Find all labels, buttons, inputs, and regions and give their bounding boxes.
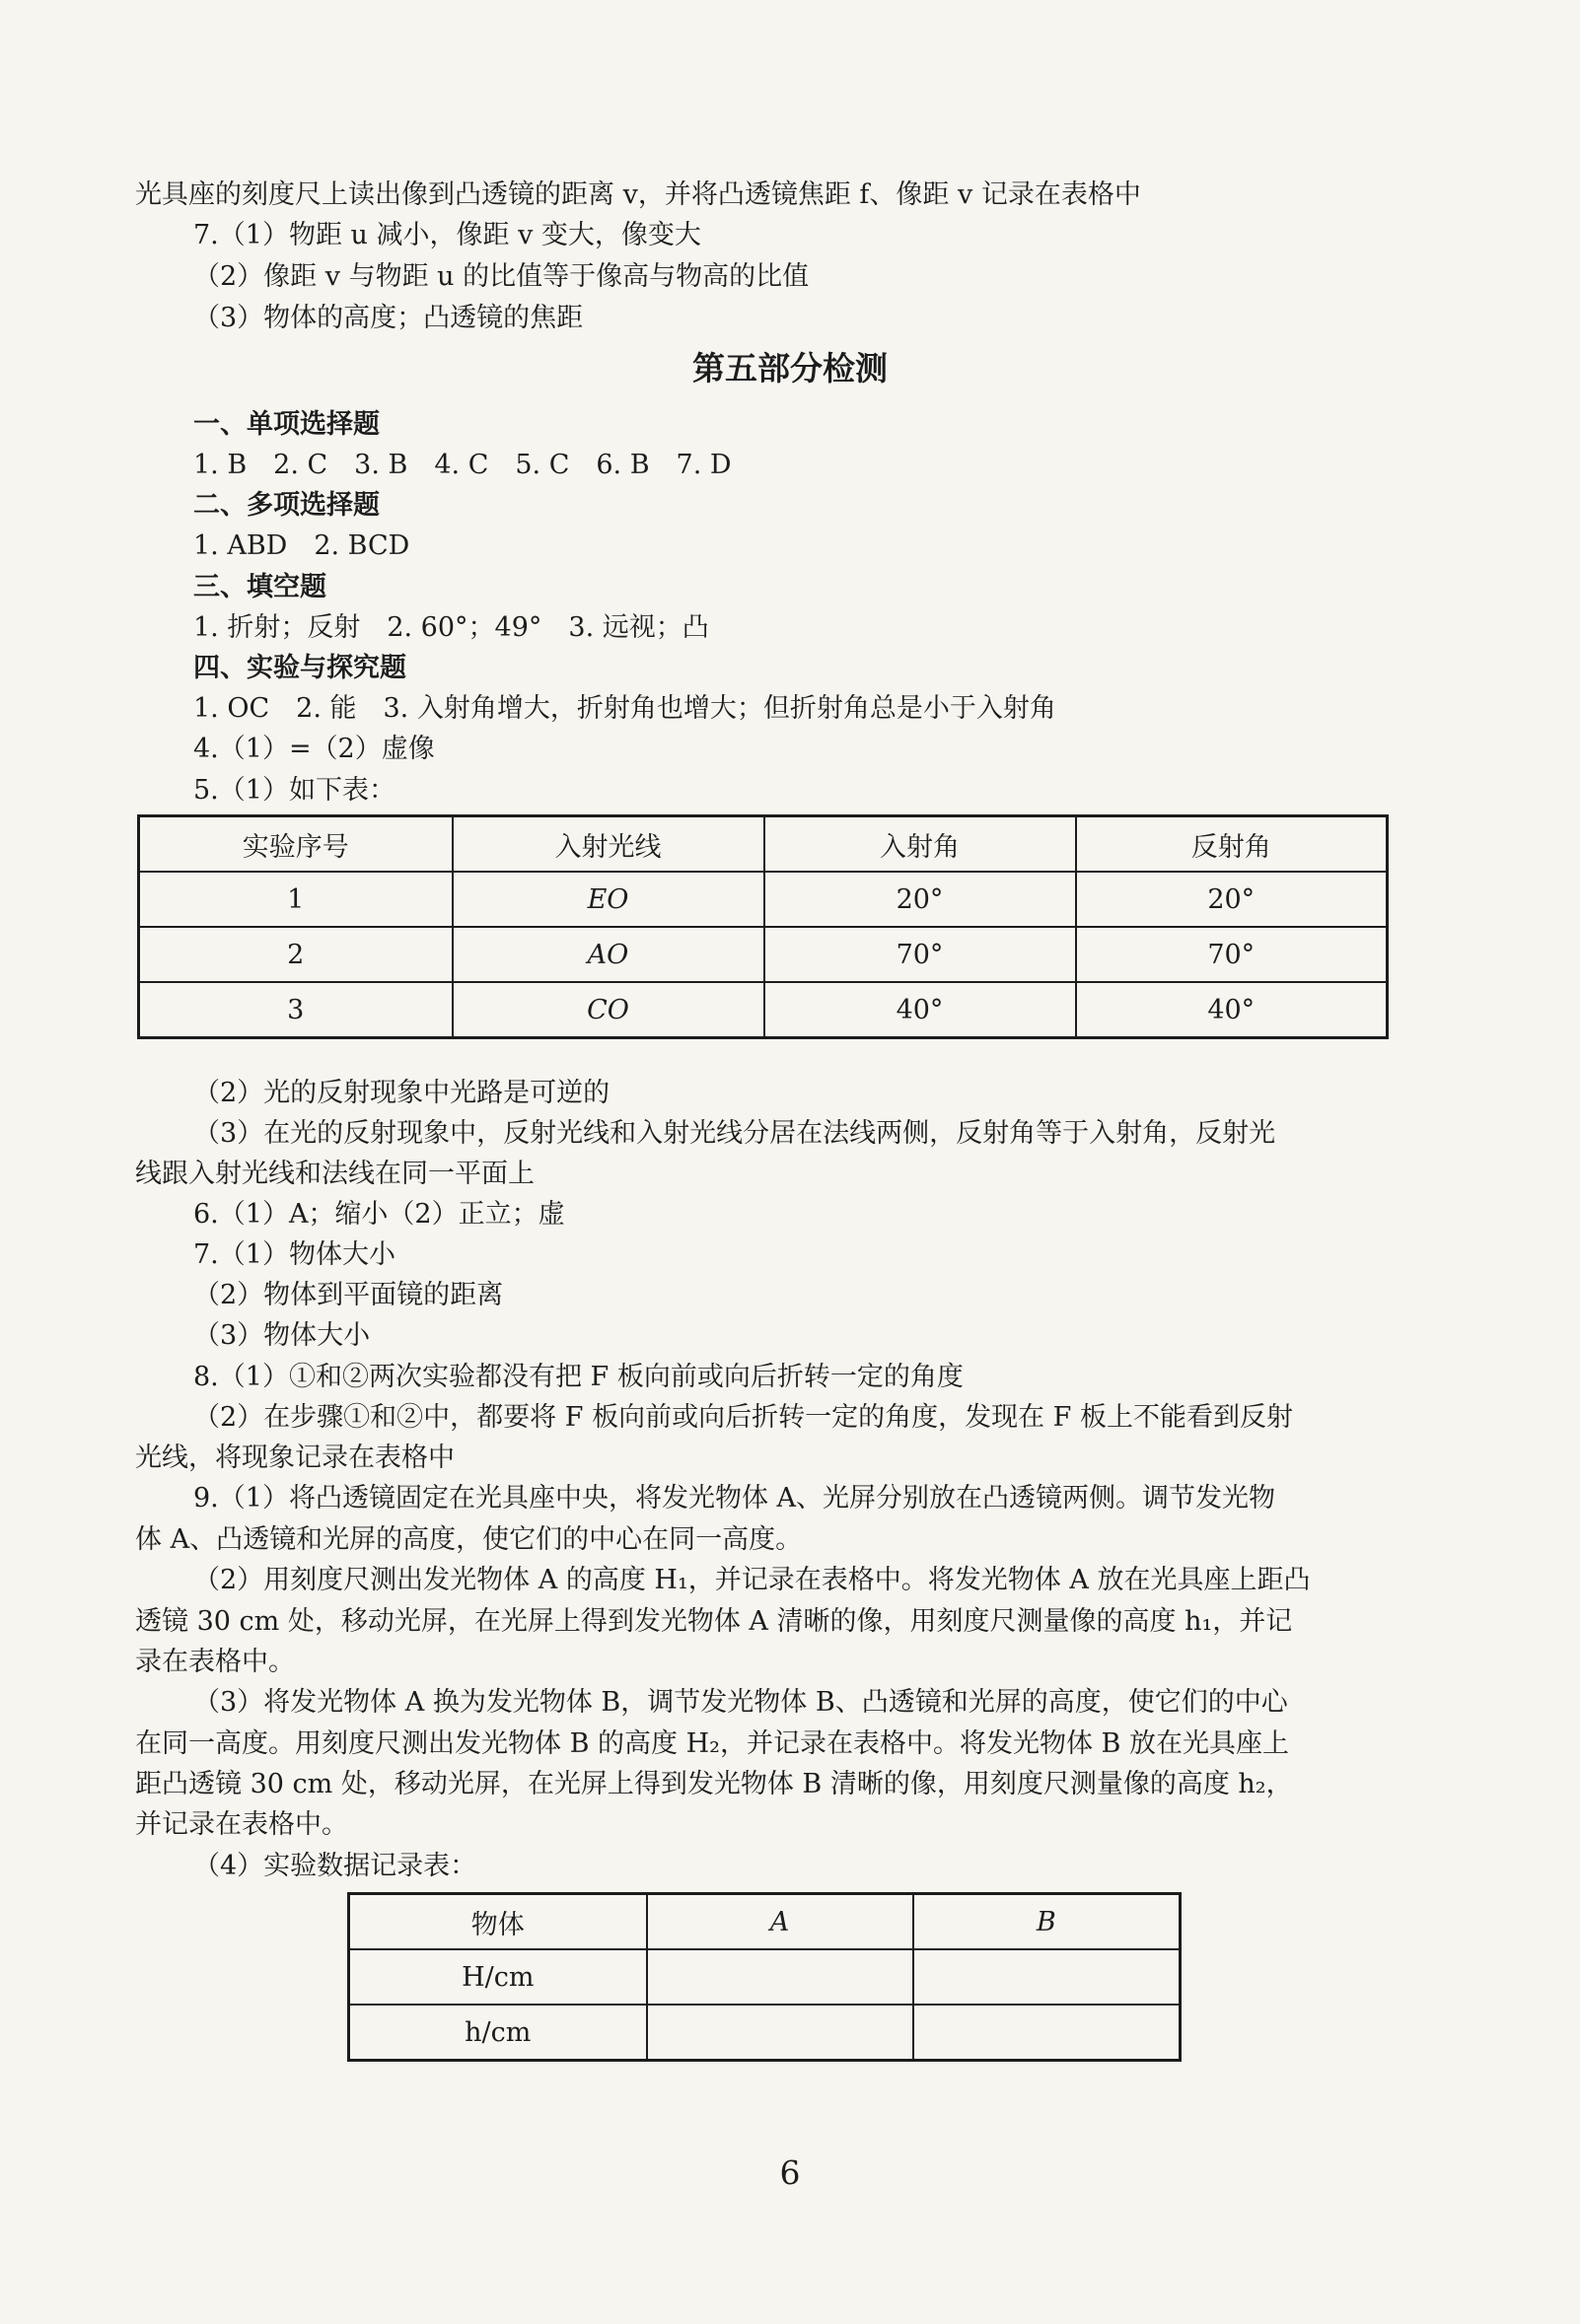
text-line: （2）用刻度尺测出发光物体 A 的高度 H₁，并记录在表格中。将发光物体 A 放在光具座上距凸 xyxy=(193,1565,1311,1595)
table-row xyxy=(349,2005,1181,2061)
table-cell: H/cm xyxy=(349,1949,647,2005)
text-line: 光线，将现象记录在表格中 xyxy=(135,1443,455,1473)
text-line: （3）物体大小 xyxy=(193,1320,371,1351)
table-cell: 2 xyxy=(139,927,453,982)
text-line: 光具座的刻度尺上读出像到凸透镜的距离 v，并将凸透镜焦距 f、像距 v 记录在表格中 xyxy=(135,179,1141,210)
table-cell: 40° xyxy=(1076,982,1388,1038)
text-line: （2）光的反射现象中光路是可逆的 xyxy=(193,1078,610,1108)
section-heading: 二、多项选择题 xyxy=(193,490,380,521)
text-line: （3）在光的反射现象中，反射光线和入射光线分居在法线两侧，反射角等于入射角，反射光 xyxy=(193,1118,1276,1149)
text-line: 8.（1）①和②两次实验都没有把 F 板向前或向后折转一定的角度 xyxy=(193,1362,964,1392)
table-cell: 3 xyxy=(139,982,453,1038)
text-line: 体 A、凸透镜和光屏的高度，使它们的中心在同一高度。 xyxy=(135,1524,803,1555)
answer-line: 1. 折射；反射 2. 60°；49° 3. 远视；凸 xyxy=(193,612,709,643)
table-cell xyxy=(913,1949,1181,2005)
table-row xyxy=(139,872,1388,927)
reflection-table xyxy=(137,814,1389,1039)
text-line: 7.（1）物体大小 xyxy=(193,1239,395,1270)
table-header-cell: B xyxy=(913,1894,1181,1950)
table-header-cell: 反射角 xyxy=(1076,816,1388,873)
text-line: （3）将发光物体 A 换为发光物体 B，调节发光物体 B、凸透镜和光屏的高度，使它们的中心 xyxy=(193,1687,1288,1718)
section-heading: 三、填空题 xyxy=(193,572,326,602)
table-row xyxy=(139,927,1388,982)
section-title: 第五部分检测 xyxy=(692,349,888,387)
text-line: 并记录在表格中。 xyxy=(135,1809,348,1840)
answer-line: 1. ABD 2. BCD xyxy=(193,530,410,561)
text-line: 录在表格中。 xyxy=(135,1647,295,1677)
text-line: 6.（1）A；缩小（2）正立；虚 xyxy=(193,1199,565,1230)
table-cell: 1 xyxy=(139,872,453,927)
table-cell xyxy=(647,2005,913,2061)
table-header-cell: A xyxy=(647,1894,913,1950)
table-cell: 20° xyxy=(764,872,1076,927)
table-cell: CO xyxy=(453,982,764,1038)
table-cell: 70° xyxy=(764,927,1076,982)
table-cell: 40° xyxy=(764,982,1076,1038)
table-cell: h/cm xyxy=(349,2005,647,2061)
section-heading: 一、单项选择题 xyxy=(193,409,380,440)
table-cell: 20° xyxy=(1076,872,1388,927)
table-row xyxy=(139,982,1388,1038)
answer-line: 1. B 2. C 3. B 4. C 5. C 6. B 7. D xyxy=(193,450,732,480)
section-heading: 四、实验与探究题 xyxy=(193,653,406,683)
table-cell: AO xyxy=(453,927,764,982)
table-cell xyxy=(647,1949,913,2005)
text-line: （2）物体到平面镜的距离 xyxy=(193,1280,504,1310)
text-line: 透镜 30 cm 处，移动光屏，在光屏上得到发光物体 A 清晰的像，用刻度尺测量像的高度 h₁，并记 xyxy=(135,1606,1293,1637)
data-record-table xyxy=(347,1892,1182,2062)
page-number: 6 xyxy=(779,2153,801,2192)
table-row xyxy=(349,1949,1181,2005)
text-line: （3）物体的高度；凸透镜的焦距 xyxy=(193,303,584,333)
table-header-row xyxy=(349,1894,1181,1950)
text-line: （2）在步骤①和②中，都要将 F 板向前或向后折转一定的角度，发现在 F 板上不能看到反射 xyxy=(193,1402,1293,1433)
table-cell: 70° xyxy=(1076,927,1388,982)
answer-line: 1. OC 2. 能 3. 入射角增大，折射角也增大；但折射角总是小于入射角 xyxy=(193,693,1056,724)
text-line: 线跟入射光线和法线在同一平面上 xyxy=(135,1159,535,1189)
table-header-cell: 入射角 xyxy=(764,816,1076,873)
table-cell xyxy=(913,2005,1181,2061)
table-header-cell: 实验序号 xyxy=(139,816,453,873)
answer-line: 4.（1）=（2）虚像 xyxy=(193,734,435,764)
answer-line: 5.（1）如下表： xyxy=(193,775,395,806)
text-line: 距凸透镜 30 cm 处，移动光屏，在光屏上得到发光物体 B 清晰的像，用刻度尺测量像的高度 h₂， xyxy=(135,1769,1293,1799)
text-line: 在同一高度。用刻度尺测出发光物体 B 的高度 H₂，并记录在表格中。将发光物体 B 放在光具座上 xyxy=(135,1728,1289,1759)
table-header-cell: 物体 xyxy=(349,1894,647,1950)
table-header-row xyxy=(139,816,1388,873)
text-line: 9.（1）将凸透镜固定在光具座中央，将发光物体 A、光屏分别放在凸透镜两侧。调节发光物 xyxy=(193,1483,1276,1514)
text-line: （2）像距 v 与物距 u 的比值等于像高与物高的比值 xyxy=(193,261,810,292)
text-line: （4）实验数据记录表： xyxy=(193,1851,477,1881)
text-line: 7.（1）物距 u 减小，像距 v 变大，像变大 xyxy=(193,220,701,250)
table-header-cell: 入射光线 xyxy=(453,816,764,873)
table-cell: EO xyxy=(453,872,764,927)
